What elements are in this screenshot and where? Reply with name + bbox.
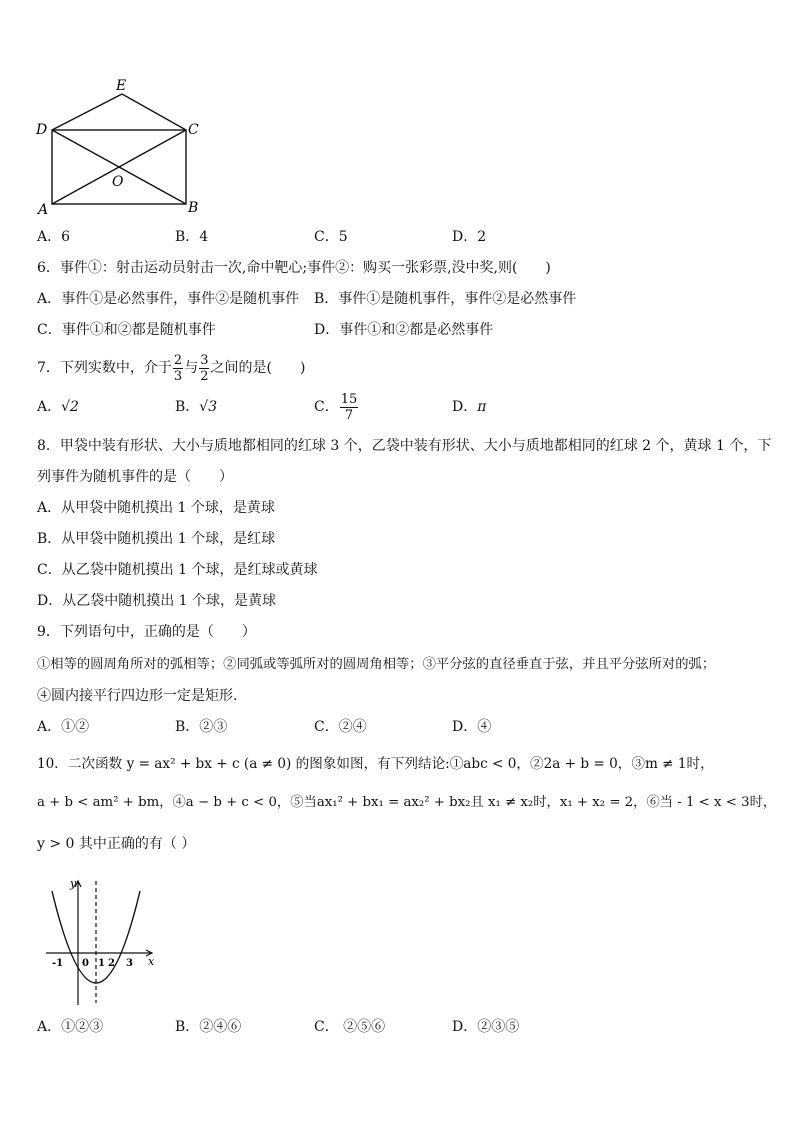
q8-option-a: A．从甲袋中随机摸出 1 个球，是黄球 [37,500,275,516]
graph-tick-3: 3 [126,958,133,969]
q7-option-c-label: C． [314,399,339,415]
graph-tick-neg1: -1 [52,958,64,969]
q7-fraction-1 [173,353,183,384]
q5-option-d: D．2 [452,229,487,245]
graph-tick-1: 1 [98,958,105,969]
parabola-graph [40,873,170,1008]
q5-option-b: B．4 [175,229,209,245]
graph-axis-y: y [70,877,77,890]
label-B: B [188,200,199,216]
q10-stem-line1: 10．二次函数 y = ax² + bx + c (a ≠ 0) 的图象如图，有下列结论:①abc < 0，②2a + b = 0，③m ≠ 1时， [37,756,714,772]
q7-frac2-num: 3 [200,352,209,368]
q7-option-c-fraction [340,392,359,423]
q10-stem-line2: a + b < am² + bm，④a − b + c < 0，⑤当ax₁² + bx₁ = ax₂² + bx₂且 x₁ ≠ x₂时，x₁ + x₂ = 2，⑥当 - 1 < x < 3时， [37,795,777,810]
q7-option-b [175,390,217,424]
label-C: C [188,122,199,138]
q9-option-d: D．④ [452,719,492,735]
label-A: A [38,202,49,218]
q7-stem-mid: 与 [184,360,199,376]
q7-option-d [452,390,486,424]
q10-option-a: A．①②③ [37,1019,104,1035]
q7-option-d-value: π [477,399,487,415]
q7-option-b-value: √3 [199,399,218,415]
q7-option-c [314,390,359,424]
q6-option-a: A．事件①是必然事件，事件②是随机事件 [37,291,300,307]
q9-stem: 9．下列语句中，正确的是（ ） [37,624,256,640]
q7-option-b-label: B． [175,399,200,415]
q8-stem-line1: 8．甲袋中装有形状、大小与质地都相同的红球 3 个，乙袋中装有形状、大小与质地都相同的红球 2 个，黄球 1 个，下 [37,438,772,454]
rectangle-figure [30,78,250,218]
q7-frac2-den: 2 [200,368,209,384]
q5-option-a: A．6 [37,229,71,245]
q10-stem-line3: y > 0 其中正确的有（ ） [37,836,196,852]
q8-option-b: B．从甲袋中随机摸出 1 个球，是红球 [37,531,276,547]
q9-option-c: C．②④ [314,719,367,735]
q8-option-c: C．从乙袋中随机摸出 1 个球，是红球或黄球 [37,562,318,578]
graph-axis-x: x [148,955,155,968]
q7-option-d-label: D． [452,399,478,415]
q7-stem-suffix: 之间的是( ) [210,360,306,376]
q7-option-a-value: √2 [61,399,79,415]
q10-option-b: B．②④⑥ [175,1019,242,1035]
q5-option-c: C．5 [314,229,348,245]
q7-frac1-den: 3 [173,368,183,384]
q7-stem [37,350,305,386]
q10-option-d: D．②③⑤ [452,1019,520,1035]
q9-option-a: A．①② [37,719,90,735]
q7-optc-den: 7 [344,407,354,423]
q9-statements-line1: ①相等的圆周角所对的弧相等；②同弧或等弧所对的圆周角相等；③平分弦的直径垂直于弦，并且平分弦所对的弧； [37,657,716,672]
q7-stem-prefix: 7．下列实数中，介于 [37,360,172,376]
q7-frac1-num: 2 [173,352,183,368]
q7-option-a [37,390,79,424]
q10-option-c: C． ②⑤⑥ [314,1019,386,1035]
q8-option-d: D．从乙袋中随机摸出 1 个球，是黄球 [37,593,277,609]
label-D: D [36,122,48,138]
q6-stem: 6．事件①：射击运动员射击一次,命中靶心;事件②：购买一张彩票,没中奖,则( ) [37,260,551,276]
q7-option-a-label: A． [37,399,62,415]
label-O: O [112,174,124,190]
q6-option-c: C．事件①和②都是随机事件 [37,322,216,338]
q7-optc-num: 15 [340,391,358,407]
q8-stem-line2: 列事件为随机事件的是（ ） [37,469,233,485]
graph-tick-2: 2 [108,958,115,969]
q6-option-b: B．事件①是随机事件，事件②是必然事件 [314,291,577,307]
q9-option-b: B．②③ [175,719,228,735]
label-E: E [116,78,127,94]
q9-statements-line2: ④圆内接平行四边形一定是矩形． [37,688,247,704]
graph-tick-0: 0 [82,958,89,969]
q6-option-d: D．事件①和②都是必然事件 [314,322,494,338]
q7-fraction-2 [199,353,209,384]
